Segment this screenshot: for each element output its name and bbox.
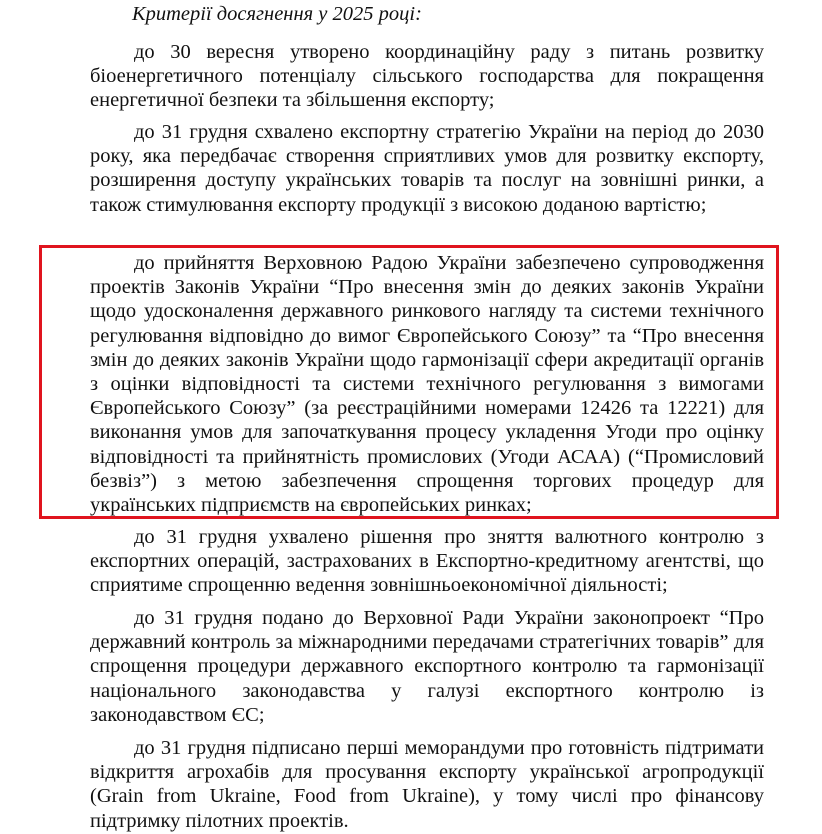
paragraph-export-strategy: до 31 грудня схвалено експортну стратегію України на період до 2030 року, яка передбачає створення сприятливих умов для розвитку експорту, розширення доступу українських товарів та послуг на зовнішні ринки, а також стимулювання експорту продукції з високою доданою вартістю;: [90, 121, 764, 216]
paragraph-strategic-goods-bill: до 31 грудня подано до Верховної Ради України законопроект “Про державний контроль за міжнародними передачами стратегічних товарів” для спрощення процедури державного експортного контролю та гармонізації національного законодавства у галузі експортного контролю із законодавством ЄС;: [90, 607, 764, 726]
section-heading: Критерії досягнення у 2025 році:: [132, 3, 422, 25]
paragraph-acaa-laws: до прийняття Верховною Радою України забезпечено супроводження проектів Законів України “Про внесення змін до деяких законів України щодо удосконалення державного ринкового нагляду та системи технічного регулювання відповідно до вимог Європейського Союзу” та “Про внесення змін до деяких законів України щодо гармонізації сфери акредитації органів з оцінки відповідності та системи технічного регулювання з вимогами Європейського Союзу” (за реєстраційними номерами 12426 та 12221) для виконання умов для започаткування процесу укладення Угоди про оцінку відповідності та прийнятність промислових (Угоди АСАА) (“Промисловий безвіз”) з метою забезпечення спрощення торгових процедур для українських підприємств на європейських ринках;: [90, 252, 764, 517]
paragraph-coordination-council: до 30 вересня утворено координаційну раду з питань розвитку біоенергетичного потенціалу сільського господарства для покращення енергетичної безпеки та збільшення експорту;: [90, 41, 764, 112]
paragraph-currency-control: до 31 грудня ухвалено рішення про зняття валютного контролю з експортних операцій, застрахованих в Експортно-кредитному агентстві, що сприятиме спрощенню ведення зовнішньоекономічної діяльності;: [90, 526, 764, 597]
paragraph-agrohubs-memoranda: до 31 грудня підписано перші меморандуми про готовність підтримати відкриття агрохабів для просування експорту української агропродукції (Grain from Ukraine, Food from Ukraine), у тому числі про фінансову підтримку пілотних проектів.: [90, 737, 764, 832]
